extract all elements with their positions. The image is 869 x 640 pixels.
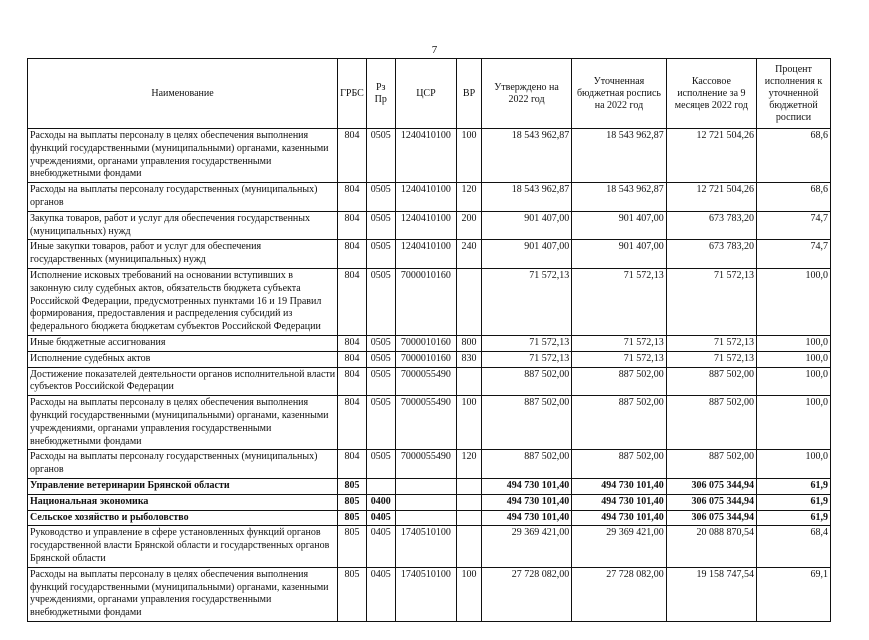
- row-rz-pr: 0405: [366, 526, 395, 567]
- table-row: [28, 129, 831, 183]
- row-refined: 71 572,13: [572, 351, 666, 367]
- row-cash: 20 088 870,54: [666, 526, 756, 567]
- row-rz-pr: 0505: [366, 240, 395, 269]
- row-name: Исполнение исковых требований на основании вступивших в законную силу судебных актов, обязательств бюджета субъекта Российской Федерации, предусмотренных пунктами 16 и 19 Правил формирования, предоставления и распределения субсидий из федерального бюджета бюджетам субъектов Российской Федерации: [28, 268, 338, 335]
- row-percent: 74,7: [757, 240, 831, 269]
- row-rz-pr: 0400: [366, 494, 395, 510]
- row-vr: [457, 526, 482, 567]
- row-name: Управление ветеринарии Брянской области: [28, 478, 338, 494]
- row-grbs: 805: [338, 526, 367, 567]
- row-cash: 19 158 747,54: [666, 567, 756, 621]
- row-grbs: 804: [338, 268, 367, 335]
- row-grbs: 805: [338, 510, 367, 526]
- row-csr: 1740510100: [395, 567, 457, 621]
- row-name: Достижение показателей деятельности органов исполнительной власти субъектов Российской Федерации: [28, 367, 338, 396]
- row-approved: 494 730 101,40: [481, 494, 571, 510]
- row-approved: 27 728 082,00: [481, 567, 571, 621]
- row-name: Расходы на выплаты персоналу в целях обеспечения выполнения функций государственными (муниципальными) органами, казенными учреждениями, органами управления государственными внебюджетными фондами: [28, 567, 338, 621]
- row-cash: 71 572,13: [666, 351, 756, 367]
- table-header-row: [28, 59, 831, 129]
- row-percent: 100,0: [757, 450, 831, 479]
- row-cash: 673 783,20: [666, 240, 756, 269]
- header-percent: Процент исполнения к уточненной бюджетной росписи: [757, 59, 831, 129]
- row-vr: [457, 367, 482, 396]
- table-row: [28, 183, 831, 212]
- row-approved: 494 730 101,40: [481, 478, 571, 494]
- row-vr: [457, 494, 482, 510]
- row-percent: 68,6: [757, 183, 831, 212]
- row-vr: 100: [457, 129, 482, 183]
- row-percent: 100,0: [757, 367, 831, 396]
- row-grbs: 804: [338, 183, 367, 212]
- row-rz-pr: 0405: [366, 510, 395, 526]
- table-row: [28, 450, 831, 479]
- row-name: Расходы на выплаты персоналу государственных (муниципальных) органов: [28, 183, 338, 212]
- row-refined: 29 369 421,00: [572, 526, 666, 567]
- row-vr: 100: [457, 396, 482, 450]
- header-cash: Кассовое исполнение за 9 месяцев 2022 год: [666, 59, 756, 129]
- table-row: [28, 240, 831, 269]
- header-vr: ВР: [457, 59, 482, 129]
- row-csr: 7000010160: [395, 351, 457, 367]
- row-cash: 887 502,00: [666, 450, 756, 479]
- row-cash: 306 075 344,94: [666, 510, 756, 526]
- page-number: 7: [431, 44, 438, 56]
- row-csr: 7000010160: [395, 335, 457, 351]
- row-percent: 74,7: [757, 211, 831, 240]
- row-percent: 100,0: [757, 351, 831, 367]
- row-refined: 887 502,00: [572, 367, 666, 396]
- row-percent: 100,0: [757, 268, 831, 335]
- row-cash: 306 075 344,94: [666, 478, 756, 494]
- row-rz-pr: 0505: [366, 351, 395, 367]
- row-approved: 887 502,00: [481, 450, 571, 479]
- table-row: [28, 478, 831, 494]
- row-grbs: 805: [338, 494, 367, 510]
- row-cash: 673 783,20: [666, 211, 756, 240]
- row-refined: 887 502,00: [572, 396, 666, 450]
- row-approved: 887 502,00: [481, 396, 571, 450]
- row-grbs: 804: [338, 211, 367, 240]
- table-row: [28, 567, 831, 621]
- row-vr: [457, 510, 482, 526]
- row-csr: 7000055490: [395, 367, 457, 396]
- row-percent: 100,0: [757, 335, 831, 351]
- table-row: [28, 335, 831, 351]
- row-cash: 887 502,00: [666, 396, 756, 450]
- row-percent: 100,0: [757, 396, 831, 450]
- row-cash: 887 502,00: [666, 367, 756, 396]
- row-approved: 71 572,13: [481, 335, 571, 351]
- row-cash: 71 572,13: [666, 268, 756, 335]
- row-refined: 27 728 082,00: [572, 567, 666, 621]
- row-name: Расходы на выплаты персоналу в целях обеспечения выполнения функций государственными (муниципальными) органами, казенными учреждениями, органами управления государственными внебюджетными фондами: [28, 129, 338, 183]
- row-csr: 1240410100: [395, 211, 457, 240]
- row-vr: 120: [457, 183, 482, 212]
- row-rz-pr: 0505: [366, 367, 395, 396]
- row-refined: 901 407,00: [572, 240, 666, 269]
- row-vr: 120: [457, 450, 482, 479]
- row-refined: 887 502,00: [572, 450, 666, 479]
- row-name: Исполнение судебных актов: [28, 351, 338, 367]
- header-approved: Утверждено на 2022 год: [481, 59, 571, 129]
- row-grbs: 804: [338, 396, 367, 450]
- row-rz-pr: 0505: [366, 183, 395, 212]
- row-csr: [395, 510, 457, 526]
- row-rz-pr: 0505: [366, 450, 395, 479]
- row-vr: 200: [457, 211, 482, 240]
- row-approved: 901 407,00: [481, 240, 571, 269]
- row-refined: 71 572,13: [572, 335, 666, 351]
- row-csr: 1240410100: [395, 240, 457, 269]
- row-vr: [457, 268, 482, 335]
- row-vr: 100: [457, 567, 482, 621]
- row-percent: 61,9: [757, 478, 831, 494]
- row-refined: 18 543 962,87: [572, 183, 666, 212]
- row-refined: 71 572,13: [572, 268, 666, 335]
- row-csr: [395, 478, 457, 494]
- row-approved: 71 572,13: [481, 351, 571, 367]
- row-percent: 61,9: [757, 510, 831, 526]
- row-approved: 901 407,00: [481, 211, 571, 240]
- table-row: [28, 351, 831, 367]
- row-approved: 18 543 962,87: [481, 183, 571, 212]
- row-grbs: 804: [338, 335, 367, 351]
- row-csr: 1240410100: [395, 183, 457, 212]
- row-csr: 7000055490: [395, 450, 457, 479]
- table-row: [28, 268, 831, 335]
- row-rz-pr: 0505: [366, 129, 395, 183]
- row-approved: 29 369 421,00: [481, 526, 571, 567]
- row-rz-pr: 0505: [366, 396, 395, 450]
- table-row: [28, 526, 831, 567]
- row-percent: 68,4: [757, 526, 831, 567]
- row-refined: 901 407,00: [572, 211, 666, 240]
- row-cash: 306 075 344,94: [666, 494, 756, 510]
- row-csr: 7000055490: [395, 396, 457, 450]
- row-refined: 18 543 962,87: [572, 129, 666, 183]
- row-grbs: 804: [338, 129, 367, 183]
- row-vr: 830: [457, 351, 482, 367]
- table-row: [28, 396, 831, 450]
- header-name: Наименование: [28, 59, 338, 129]
- row-refined: 494 730 101,40: [572, 510, 666, 526]
- row-grbs: 804: [338, 351, 367, 367]
- row-csr: 7000010160: [395, 268, 457, 335]
- row-name: Сельское хозяйство и рыболовство: [28, 510, 338, 526]
- row-grbs: 805: [338, 567, 367, 621]
- row-percent: 61,9: [757, 494, 831, 510]
- row-cash: 71 572,13: [666, 335, 756, 351]
- header-refined: Уточненная бюджетная роспись на 2022 год: [572, 59, 666, 129]
- row-csr: 1240410100: [395, 129, 457, 183]
- row-rz-pr: 0505: [366, 211, 395, 240]
- row-csr: [395, 494, 457, 510]
- row-vr: 800: [457, 335, 482, 351]
- row-percent: 68,6: [757, 129, 831, 183]
- header-rz-pr: Рз Пр: [366, 59, 395, 129]
- table-row: [28, 211, 831, 240]
- row-csr: 1740510100: [395, 526, 457, 567]
- header-grbs: ГРБС: [338, 59, 367, 129]
- table-row: [28, 510, 831, 526]
- row-name: Иные бюджетные ассигнования: [28, 335, 338, 351]
- row-rz-pr: 0505: [366, 335, 395, 351]
- row-grbs: 804: [338, 240, 367, 269]
- row-vr: [457, 478, 482, 494]
- row-percent: 69,1: [757, 567, 831, 621]
- row-refined: 494 730 101,40: [572, 494, 666, 510]
- budget-execution-table: [27, 58, 831, 622]
- table-row: [28, 367, 831, 396]
- row-name: Расходы на выплаты персоналу в целях обеспечения выполнения функций государственными (муниципальными) органами, казенными учреждениями, органами управления государственными внебюджетными фондами: [28, 396, 338, 450]
- row-approved: 18 543 962,87: [481, 129, 571, 183]
- row-name: Расходы на выплаты персоналу государственных (муниципальных) органов: [28, 450, 338, 479]
- table-row: [28, 494, 831, 510]
- row-grbs: 804: [338, 450, 367, 479]
- row-approved: 71 572,13: [481, 268, 571, 335]
- row-name: Руководство и управление в сфере установленных функций органов государственной власти Брянской области и государственных органов Брянской области: [28, 526, 338, 567]
- row-name: Иные закупки товаров, работ и услуг для обеспечения государственных (муниципальных) нужд: [28, 240, 338, 269]
- row-approved: 494 730 101,40: [481, 510, 571, 526]
- row-grbs: 805: [338, 478, 367, 494]
- row-rz-pr: 0405: [366, 567, 395, 621]
- row-cash: 12 721 504,26: [666, 129, 756, 183]
- header-csr: ЦСР: [395, 59, 457, 129]
- row-vr: 240: [457, 240, 482, 269]
- row-name: Национальная экономика: [28, 494, 338, 510]
- row-grbs: 804: [338, 367, 367, 396]
- row-cash: 12 721 504,26: [666, 183, 756, 212]
- row-approved: 887 502,00: [481, 367, 571, 396]
- row-name: Закупка товаров, работ и услуг для обеспечения государственных (муниципальных) нужд: [28, 211, 338, 240]
- row-rz-pr: [366, 478, 395, 494]
- row-rz-pr: 0505: [366, 268, 395, 335]
- row-refined: 494 730 101,40: [572, 478, 666, 494]
